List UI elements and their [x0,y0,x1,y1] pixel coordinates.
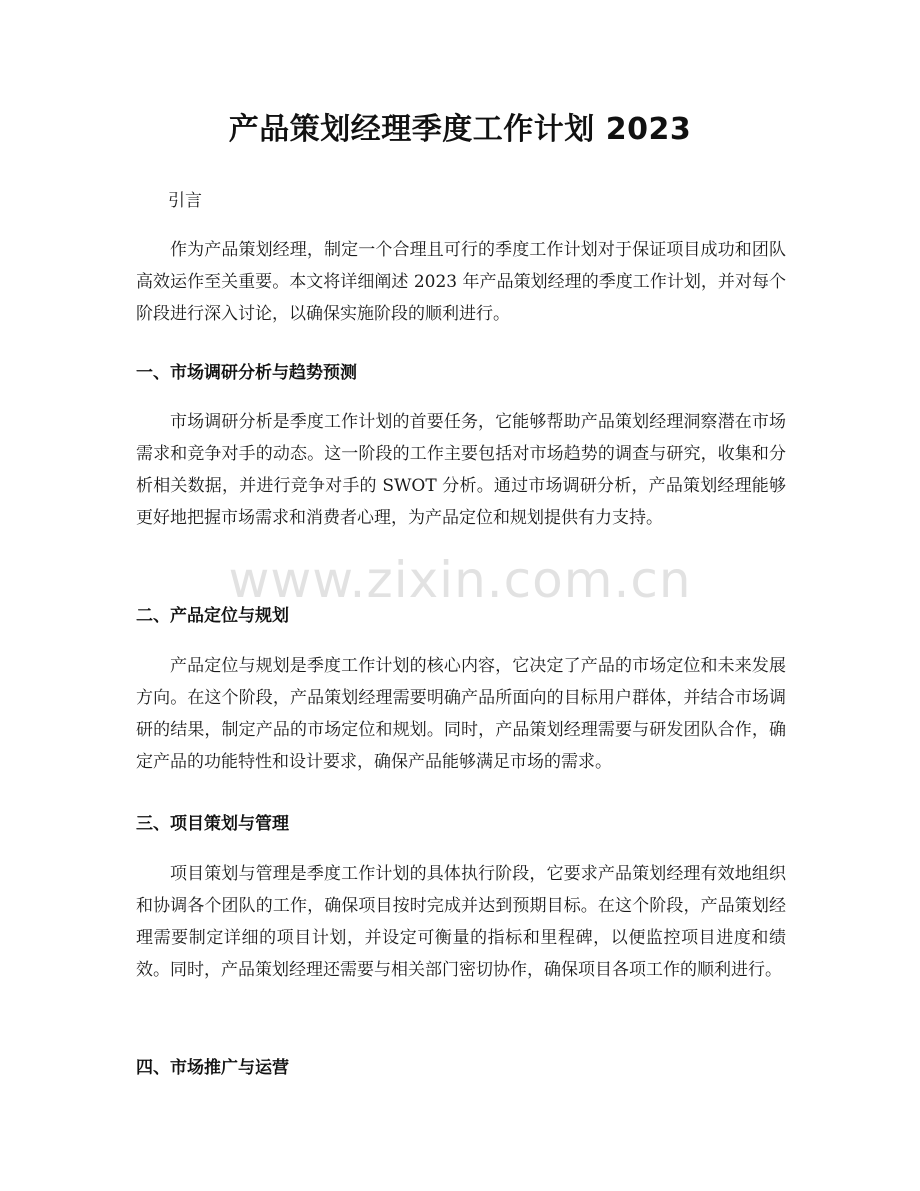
section-body-2: 产品定位与规划是季度工作计划的核心内容，它决定了产品的市场定位和未来发展方向。在这个阶段，产品策划经理需要明确产品所面向的目标用户群体，并结合市场调研的结果，制定产品的市场定位和规划。同时，产品策划经理需要与研发团队合作，确定产品的功能特性和设计要求，确保产品能够满足市场的需求。 [136,656,786,772]
section-heading-3: 三、项目策划与管理 [136,814,289,834]
page-title: 产品策划经理季度工作计划 2023 [228,112,692,147]
intro-label: 引言 [168,191,202,211]
section-heading-4: 四、市场推广与运营 [136,1058,289,1078]
section-body-1: 市场调研分析是季度工作计划的首要任务，它能够帮助产品策划经理洞察潜在市场需求和竞争对手的动态。这一阶段的工作主要包括对市场趋势的调查与研究，收集和分析相关数据，并进行竞争对手的 SWOT 分析。通过市场调研分析，产品策划经理能够更好地把握市场需求和消费者心理，为产品定位和规划提供有力支持。 [136,412,786,528]
watermark-text: www.zixin.com.cn [228,551,692,609]
section-body-3: 项目策划与管理是季度工作计划的具体执行阶段，它要求产品策划经理有效地组织和协调各个团队的工作，确保项目按时完成并达到预期目标。在这个阶段，产品策划经理需要制定详细的项目计划，并设定可衡量的指标和里程碑，以便监控项目进度和绩效。同时，产品策划经理还需要与相关部门密切协作，确保项目各项工作的顺利进行。 [136,864,786,980]
section-heading-1: 一、市场调研分析与趋势预测 [136,363,357,383]
intro-paragraph: 作为产品策划经理，制定一个合理且可行的季度工作计划对于保证项目成功和团队高效运作至关重要。本文将详细阐述 2023 年产品策划经理的季度工作计划，并对每个阶段进行深入讨论，以确保实施阶段的顺利进行。 [136,240,786,324]
section-heading-2: 二、产品定位与规划 [136,606,289,626]
